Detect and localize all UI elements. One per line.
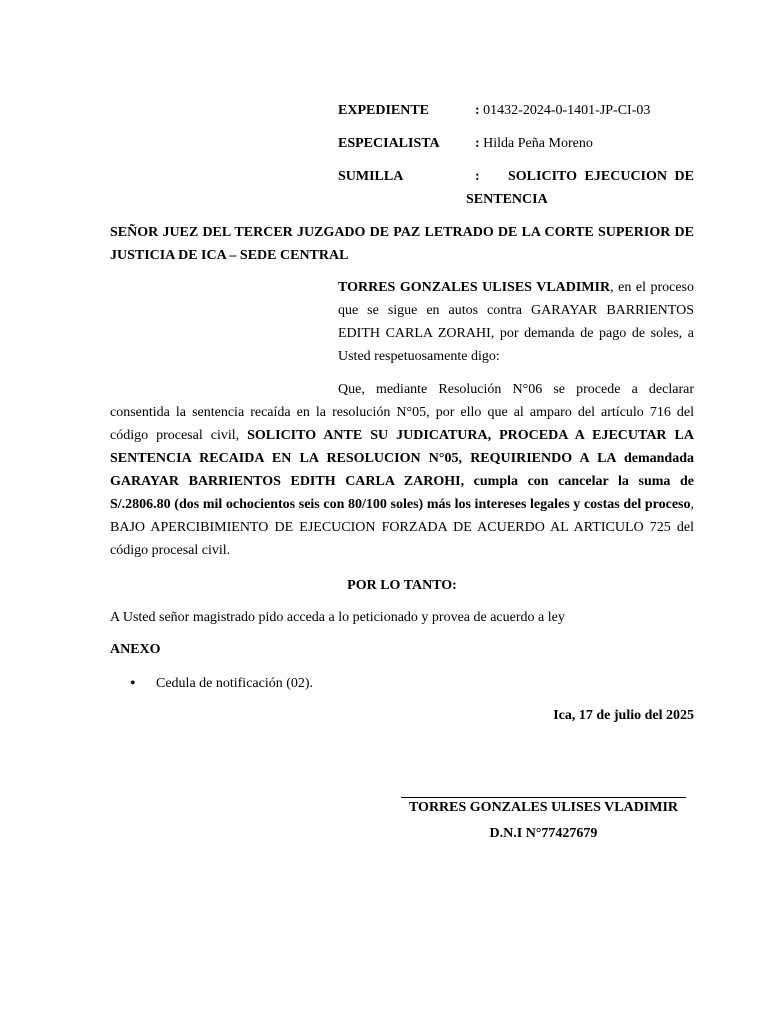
sumilla-separator: :: [475, 169, 480, 184]
document-date: Ica, 17 de julio del 2025: [553, 708, 694, 723]
signatory-name: TORRES GONZALES ULISES VLADIMIR: [408, 800, 679, 815]
petition-text: A Usted señor magistrado pido acceda a lo peticionado y provea de acuerdo a ley: [110, 610, 565, 625]
intro-text: , en el proceso que se sigue en autos contra GARAYAR BARRIENTOS EDITH CARLA ZORAHI, por demanda de pago de soles, a Usted respetuosamente digo:: [338, 280, 695, 364]
intro-paragraph: [338, 276, 694, 368]
sumilla-label: SUMILLA: [338, 169, 404, 184]
sumilla-value-line2: SENTENCIA: [466, 192, 548, 207]
expediente-value: 01432-2024-0-1401-JP-CI-03: [483, 103, 651, 118]
anexo-item-text: Cedula de notificación (02).: [156, 676, 314, 691]
especialista-separator: :: [475, 136, 480, 151]
main-paragraph: [110, 378, 694, 562]
expediente-separator: :: [475, 103, 480, 118]
anexo-title: ANEXO: [110, 642, 161, 657]
por-lo-tanto-heading: POR LO TANTO:: [347, 578, 457, 593]
sumilla-value-text: SOLICITO EJECUCION DE: [508, 169, 694, 184]
petitioner-name: TORRES GONZALES ULISES VLADIMIR: [338, 280, 611, 295]
anexo-item: [110, 672, 694, 695]
body-part1: Que, mediante Resolución N°06 se procede a declarar consentida la sentencia recaída en la resolución N°05, por ello que al amparo del artículo 716 del código procesal civil,: [110, 382, 694, 443]
sumilla-value-first: [508, 165, 694, 188]
expediente-value-line: [475, 99, 650, 122]
especialista-value: Hilda Peña Moreno: [483, 136, 593, 151]
signatory-dni: D.N.I N°77427679: [489, 826, 598, 841]
anexo-list: [110, 672, 694, 695]
bullet-icon: •: [130, 675, 136, 692]
body-request-bold: SOLICITO ANTE SU JUDICATURA, PROCEDA A EJECUTAR LA SENTENCIA RECAIDA EN LA RESOLUCION N°05, REQUIRIENDO A LA demandada GARAYAR BARRIENTOS EDITH CARLA ZAROHI, cumpla con cancelar la suma de S/.2806.80 (dos mil ochocientos seis con 80/100 soles) más los intereses legales y costas del proceso: [110, 428, 694, 512]
especialista-value-line: [475, 132, 593, 155]
sumilla-value-line1: [475, 165, 694, 188]
especialista-label: ESPECIALISTA: [338, 136, 440, 151]
expediente-label: EXPEDIENTE: [338, 103, 430, 118]
addressee-heading: SEÑOR JUEZ DEL TERCER JUZGADO DE PAZ LETRADO DE LA CORTE SUPERIOR DE JUSTICIA DE ICA – SEDE CENTRAL: [110, 225, 694, 263]
body-part3: , BAJO APERCIBIMIENTO DE EJECUCION FORZADA DE ACUERDO AL ARTICULO 725 del código procesal civil.: [110, 497, 694, 558]
